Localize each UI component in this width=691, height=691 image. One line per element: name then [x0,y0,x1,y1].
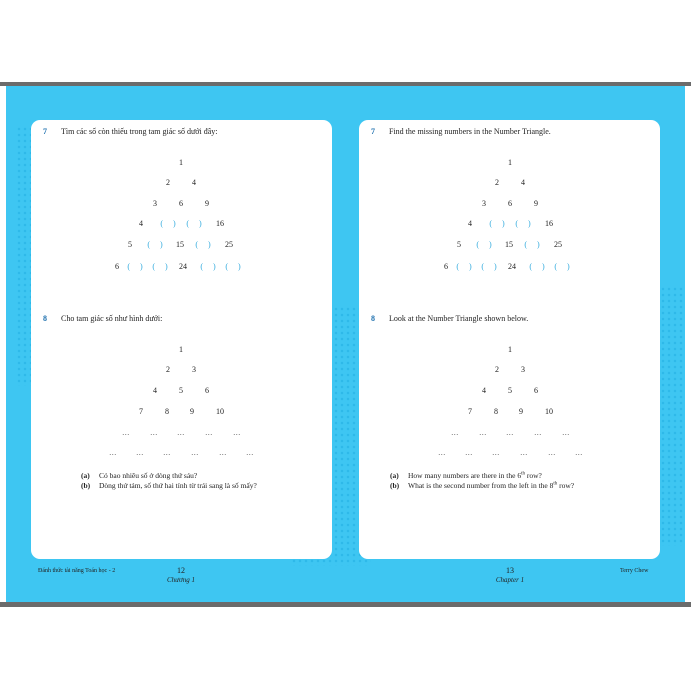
triangle-number: 5 [179,386,183,395]
triangle-number: 4 [521,178,525,187]
footer-book-title: Đánh thức tài năng Toán học - 2 [38,568,116,574]
answer-blank[interactable]: ( ) [200,262,216,271]
triangle-number: 3 [521,365,525,374]
triangle-number: 4 [153,386,157,395]
triangle-number: 2 [495,365,499,374]
triangle-number: 3 [192,365,196,374]
answer-blank[interactable]: ( ) [456,262,472,271]
answer-blank[interactable]: ( ) [476,240,492,249]
ellipsis: ... [506,428,514,437]
answer-blank[interactable]: ( ) [152,262,168,271]
triangle-dots-row-2 [31,448,332,458]
answer-blank[interactable]: ( ) [481,262,497,271]
triangle-row-2 [359,178,660,188]
answer-blank[interactable]: ( ) [524,240,540,249]
question-8-text: Cho tam giác số như hình dưới: [61,314,163,323]
left-page [31,120,332,559]
ellipsis: ... [438,448,446,457]
page-number-left: 12 [177,566,185,575]
triangle-row-6 [31,262,332,272]
triangle-number: 3 [153,199,157,208]
triangle-number: 2 [166,178,170,187]
triangle-row-3 [31,386,332,396]
ordinal-suffix: th [521,471,525,477]
ellipsis: ... [534,428,542,437]
triangle-number: 15 [505,240,513,249]
triangle-number: 4 [192,178,196,187]
answer-blank[interactable]: ( ) [529,262,545,271]
answer-blank[interactable]: ( ) [225,262,241,271]
triangle-number: 2 [495,178,499,187]
sub-text: What is the second number from the left in the 8 [408,481,554,490]
ellipsis: ... [136,448,144,457]
triangle-row-4 [359,407,660,417]
sub-label: (a) [81,471,90,480]
ellipsis: ... [163,448,171,457]
triangle-number: 5 [508,386,512,395]
triangle-row-2 [31,365,332,375]
triangle-number: 7 [139,407,143,416]
right-page [359,120,660,559]
chapter-label-right: Chapter 1 [495,576,525,584]
sub-text: Có bao nhiêu số ở dòng thứ sáu? [99,471,198,480]
triangle-number: 1 [508,158,512,167]
sub-text: How many numbers are there in the 6 [408,471,522,480]
triangle-number: 10 [545,407,553,416]
triangle-number: 6 [205,386,209,395]
question-7-text: Find the missing numbers in the Number Triangle. [389,127,551,136]
triangle-number: 5 [128,240,132,249]
triangle-number: 6 [534,386,538,395]
triangle-number: 3 [482,199,486,208]
sub-text: row? [557,481,575,490]
triangle-row-2 [359,365,660,375]
ellipsis: ... [233,428,241,437]
triangle-number: 4 [468,219,472,228]
ellipsis: ... [177,428,185,437]
triangle-number: 16 [216,219,224,228]
ellipsis: ... [465,448,473,457]
ellipsis: ... [150,428,158,437]
sub-label: (b) [390,481,400,490]
triangle-number: 1 [179,345,183,354]
ellipsis: ... [451,428,459,437]
ellipsis: ... [479,428,487,437]
answer-blank[interactable]: ( ) [554,262,570,271]
ellipsis: ... [492,448,500,457]
answer-blank[interactable]: ( ) [127,262,143,271]
triangle-number: 15 [176,240,184,249]
triangle-number: 7 [468,407,472,416]
question-8b [390,481,574,490]
triangle-number: 24 [179,262,187,271]
sub-text: Dòng thứ tám, số thứ hai tính từ trái sang là số mấy? [99,481,257,490]
answer-blank[interactable]: ( ) [489,219,505,228]
triangle-number: 2 [166,365,170,374]
answer-blank[interactable]: ( ) [195,240,211,249]
triangle-number: 25 [554,240,562,249]
triangle-row-1 [359,345,660,355]
triangle-dots-row-1 [359,428,660,438]
triangle-row-5 [359,240,660,250]
window-bottom-border [0,602,691,607]
ellipsis: ... [219,448,227,457]
question-8-number: 8 [371,314,375,323]
triangle-number: 8 [494,407,498,416]
ellipsis: ... [246,448,254,457]
page-number-right: 13 [506,566,514,575]
triangle-row-4 [31,407,332,417]
triangle-number: 8 [165,407,169,416]
ellipsis: ... [122,428,130,437]
triangle-row-3 [359,386,660,396]
triangle-dots-row-1 [31,428,332,438]
ellipsis: ... [520,448,528,457]
answer-blank[interactable]: ( ) [515,219,531,228]
triangle-number: 9 [519,407,523,416]
ellipsis: ... [548,448,556,457]
answer-blank[interactable]: ( ) [160,219,176,228]
triangle-row-3 [359,199,660,209]
question-8b [81,481,257,490]
ellipsis: ... [205,428,213,437]
triangle-row-2 [31,178,332,188]
ordinal-suffix: th [553,481,558,487]
answer-blank[interactable]: ( ) [186,219,202,228]
question-7-text: Tìm các số còn thiếu trong tam giác số dưới đây: [61,127,218,136]
triangle-row-1 [359,158,660,168]
triangle-number: 10 [216,407,224,416]
chapter-label-left: Chương 1 [167,576,195,584]
triangle-number: 6 [444,262,448,271]
answer-blank[interactable]: ( ) [147,240,163,249]
question-8-number: 8 [43,314,47,323]
question-7-number: 7 [43,127,47,136]
footer-author: Terry Chew [620,568,649,574]
triangle-dots-row-2 [359,448,660,458]
triangle-row-4 [359,219,660,229]
triangle-number: 5 [457,240,461,249]
ellipsis: ... [109,448,117,457]
ellipsis: ... [575,448,583,457]
triangle-number: 6 [179,199,183,208]
triangle-number: 4 [139,219,143,228]
triangle-row-3 [31,199,332,209]
question-8a [390,471,542,480]
sub-label: (b) [81,481,91,490]
question-8-text: Look at the Number Triangle shown below. [389,314,529,323]
ellipsis: ... [562,428,570,437]
triangle-number: 6 [508,199,512,208]
triangle-number: 4 [482,386,486,395]
triangle-row-5 [31,240,332,250]
triangle-row-1 [31,345,332,355]
triangle-number: 9 [190,407,194,416]
question-8a [81,471,197,480]
triangle-row-1 [31,158,332,168]
triangle-number: 16 [545,219,553,228]
ellipsis: ... [191,448,199,457]
sub-label: (a) [390,471,399,480]
triangle-number: 25 [225,240,233,249]
triangle-number: 9 [534,199,538,208]
triangle-number: 24 [508,262,516,271]
question-7-number: 7 [371,127,375,136]
triangle-number: 1 [179,158,183,167]
triangle-row-4 [31,219,332,229]
triangle-row-6 [359,262,660,272]
triangle-number: 6 [115,262,119,271]
triangle-number: 9 [205,199,209,208]
sub-text: row? [524,471,542,480]
triangle-number: 1 [508,345,512,354]
